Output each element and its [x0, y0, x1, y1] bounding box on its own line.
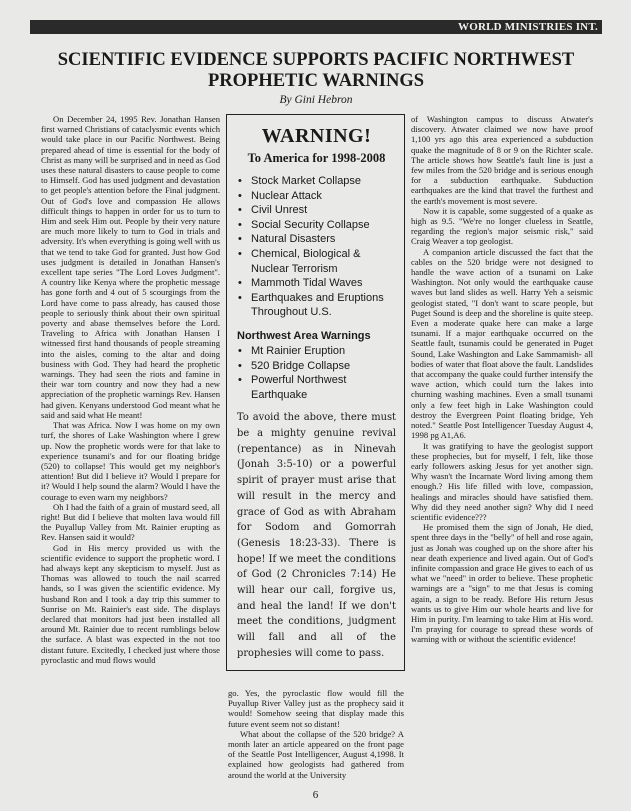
list-item: • Mt Rainier Eruption	[237, 344, 396, 359]
paragraph: Oh I had the faith of a grain of mustard seed, all right! But did I believe that molten lava would fill the Puyallup Valley from Mt. Rainier erupting as Rev. Hansen said it would?	[41, 501, 220, 543]
article-column-3	[411, 114, 593, 645]
article-title	[40, 50, 592, 92]
list-item: • Civil Unrest	[237, 203, 396, 218]
list-item: • Natural Disasters	[237, 232, 396, 247]
page-number: 6	[312, 789, 319, 801]
warning-title: WARNING!	[261, 125, 372, 147]
article-column-1	[41, 114, 220, 665]
paragraph: go. Yes, the pyroclastic flow would fill the Puyallup River Valley just as the prophecy said it would! Somehow seeing that display made this future event seem not so distant!	[228, 688, 404, 729]
list-item: • Mammoth Tidal Waves	[237, 276, 396, 291]
paragraph: He promised them the sign of Jonah, He died, spent three days in the "belly" of hell and rose again, just as Jonah was coughed up on the shore after his near death experience and lived again. Out of God's infinite compassion and grace He gives to each of us what we "need" in order to believe. These prophetic warnings are a "sign" to me that Jesus is coming again, a sign to be ready. Before His return Jesus wants us to give Him our whole hearts and live for Him in purity. I'm learning to take Him at His word. I'm praying for courage to spread these words of warning with or without the scientific evidence!	[411, 522, 593, 645]
list-item: • Stock Market Collapse	[237, 174, 396, 189]
warning-box	[226, 114, 405, 671]
list-item: • Chemical, Biological & Nuclear Terrorism	[237, 247, 396, 276]
paragraph: of Washington campus to discuss Atwater's discovery. Atwater claimed we now have proof 1,100 yrs ago this area experienced a subduction quake the magnitude of 8 or 9 on the Richter scale. The article shows how Seattle's fault line is just a few miles from the 520 bridge and is serious enough for a subduction earthquake. Subduction earthquakes are the kind that travel the furthest and the earth's movement is most severe.	[411, 114, 593, 206]
paragraph: What about the collapse of the 520 bridge? A month later an article appeared on the front page of the Seattle Post Intelligencer, August 4,1998. It explained how geologists had gathered from around the world at the University	[228, 728, 404, 780]
list-item: • Earthquakes and Eruptions Throughout U.S.	[237, 291, 396, 320]
publication-name: WORLD MINISTRIES INT.	[458, 21, 598, 33]
northwest-warning-list	[237, 344, 396, 402]
paragraph: Now it is capable, some suggested of a quake as high as 9.5. "We're no longer clueless in Seattle, regarding the region's major seismic risk," said Craig Weaver a top geologist.	[411, 205, 593, 247]
warning-subtitle: To America for 1998-2008	[247, 151, 386, 165]
list-item: • Nuclear Attack	[237, 189, 396, 204]
northwest-warnings-heading: Northwest Area Warnings	[237, 329, 371, 342]
publication-header	[30, 20, 602, 34]
paragraph: On December 24, 1995 Rev. Jonathan Hansen first warned Christians of cataclysmic events which would take place in our Pacific Northwest. Being prepared ahead of time is essential for the body of Christ as many will be surprised and in need as God uses these natural disasters to cause people to come to Himself. God has used judgment and devastation to get people's attention before the Final judgment. Out of God's love and compassion He allows difficult things to happen in order for us to turn to Him and seek Him out. People by their very nature are much more likely to turn to God in trials and adversity. It's when everything is going well with us that we tend to take God for granted. Just how God uses judgment is detailed in Jonathan Hansen's excellent tape series "The Lord Loves Judgment". A country like Kenya where the prophetic message has gone forth and 4 out of 5 scourgings from the Lord have come to pass already, has caused those people to seriously think about their own spiritual poverty and abase themselves before the Lord. Traveling to Africa with Jonathan Hansen I witnessed first hand thousands of people streaming into the aisles, coming to the altar and doing business with God. They had heard the prophetic warnings. They had seen the riots and famine in their war torn country and now they had a new appreciation of the prophetic warnings Rev. Hansen had given. Kenyans understood God meant what he said and said what He meant!	[41, 114, 221, 420]
paragraph: God in His mercy provided us with the scientific evidence to support the prophetic word. I had always kept any skepticism to myself. Just as Thomas was allowed to touch the nail scarred hands, so I was given the scientific evidence. My husband Ron and I took a day trip this summer to Sunrise on Mt. Rainier's east side. The displays declared that monitors had just been installed all around Mt. Rainier due to recent rumblings below the surface. A blast was expected in the not too distant future. Excitedly, I checked just where those pyroclastic and mud flows would	[41, 542, 220, 665]
list-item: • 520 Bridge Collapse	[237, 359, 396, 374]
list-item: • Powerful Northwest Earthquake	[237, 373, 396, 402]
warning-text: To avoid the above, there must be a mighty genuine revival (repentance) as in Ninevah (Jonah 3:5-10) or a powerful spirit of prayer must arise that will result in the mercy and grace of God as with Abraham for Sodom and Gomorrah (Genesis 18:23-33). There is hope! If we meet the conditions of God (2 Chronicles 7:14) He will hear our call, forgive us, and heal the land! If we don't meet the conditions, judgment will fall and all of the prophesies will come to pass.	[237, 412, 396, 659]
article-column-2	[228, 688, 404, 780]
article-title-line-2: PROPHETIC WARNINGS	[207, 71, 425, 91]
paragraph: A companion article discussed the fact that the cables on the 520 bridge were not designed to handle the wave action of a tsunami on Lake Washington. Not only would the earthquake cause waves but land slides as well. Harry Yeh a seismic geologist stated, "I don't want to scare people, but Puget Sound is deep and the shoreline is quite steep. Even a moderate quake here can make a large tsunami. If a major earthquake occurred on the Seattle fault, tsunamis could be generated in Puget Sound, Lake Washington and Lake Sammamish- all bodies of water that float above the fault. Landslides that accompany the quake could further intensify the wave action, which could turn the lakes into churning washing machines. Even a small tsunami only a few feet high in Lake Washington could destroy the Evergreen Point floating bridge, Yeh noted." Seattle Post Intelligencer Tuesday August 4, 1998 pg A1,A6.	[411, 246, 593, 441]
paragraph: That was Africa. Now I was home on my own turf, the shores of Lake Washington where I grew up. Now the prophetic words were for that lake to experience tsunami's and for our floating bridge (520) to collapse! This would get my neighbor's attention! But did I believe it? Would I prepare for it? Would I help sound the alarm? Would I have the courage to even warn my neighbors?	[41, 420, 220, 502]
article-title-line-1: SCIENTIFIC EVIDENCE SUPPORTS PACIFIC NORTHWEST	[57, 50, 575, 70]
paragraph: It was gratifying to have the geologist support these prophecies, but for myself, I felt, like those early followers asking Jesus for yet another sign. Why wasn't the Incarnate Word living among them enough.? His life filled with love, compassion, healings and miracles should have satisfied them. Why did they need another sign? Why did I need scientific evidence???	[411, 440, 593, 522]
article-byline: By Gini Hebron	[279, 94, 353, 106]
warning-list	[237, 174, 396, 320]
list-item: • Social Security Collapse	[237, 218, 396, 233]
